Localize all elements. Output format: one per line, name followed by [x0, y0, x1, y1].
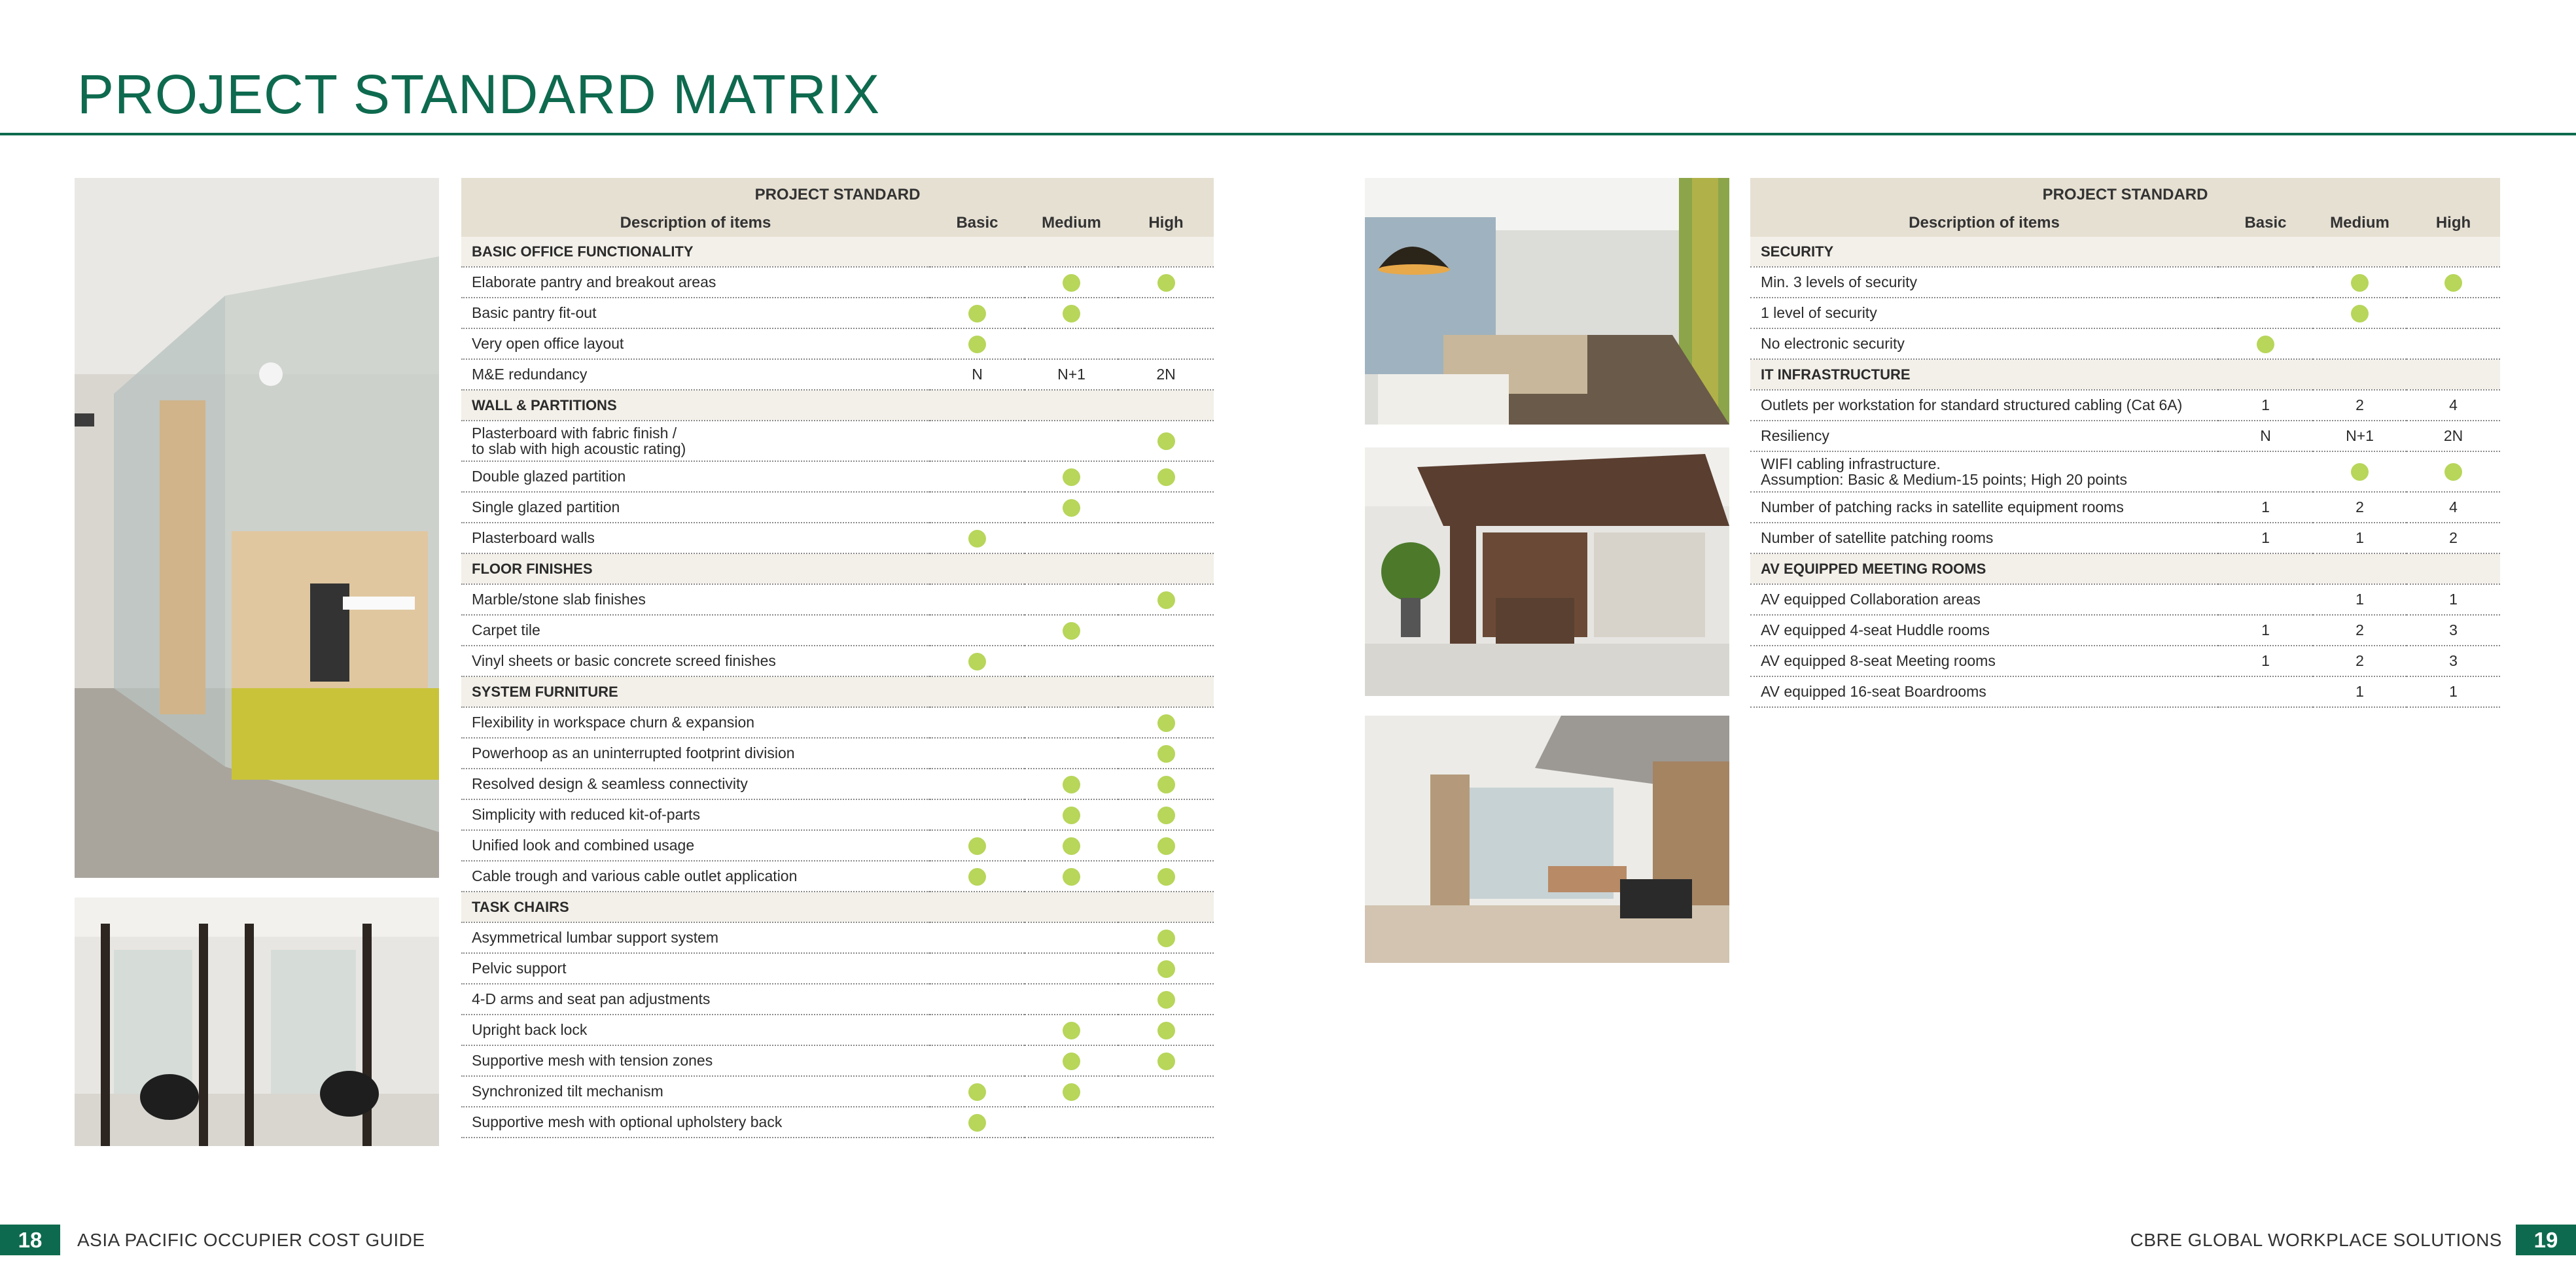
- included-dot-icon: [1063, 305, 1080, 322]
- basic-cell: [930, 1015, 1025, 1045]
- basic-cell: [930, 492, 1025, 523]
- description-cell: [1750, 298, 2218, 328]
- table-row: [1750, 523, 2500, 553]
- group-header: PROJECT STANDARD: [1750, 178, 2500, 209]
- basic-cell: [930, 421, 1025, 461]
- included-dot-icon: [1063, 837, 1080, 855]
- high-cell: [1118, 922, 1214, 953]
- page-number-right: 19: [2516, 1225, 2576, 1255]
- medium-cell: 2: [2313, 390, 2407, 421]
- high-cell: [1118, 799, 1214, 830]
- item-description: Asymmetrical lumbar support system: [472, 929, 719, 946]
- basic-cell: [930, 1076, 1025, 1107]
- included-dot-icon: [1157, 432, 1175, 450]
- item-description: Basic pantry fit-out: [472, 304, 597, 321]
- table-row: [461, 615, 1214, 646]
- included-dot-icon: [2351, 305, 2369, 322]
- medium-cell: [1025, 861, 1118, 892]
- page-title: PROJECT STANDARD MATRIX: [77, 63, 881, 125]
- section-header-row: [1750, 237, 2500, 267]
- basic-cell: [930, 267, 1025, 298]
- medium-cell: [1025, 799, 1118, 830]
- section-header-row: [461, 553, 1214, 584]
- basic-cell: [930, 799, 1025, 830]
- high-cell: 1: [2407, 676, 2500, 707]
- basic-cell: [930, 646, 1025, 676]
- basic-cell: [930, 1045, 1025, 1076]
- basic-cell: 1: [2218, 492, 2313, 523]
- item-description: Resiliency: [1761, 427, 1829, 444]
- column-header-description: Description of items: [461, 209, 930, 237]
- high-cell: [1118, 953, 1214, 984]
- high-cell: [1118, 328, 1214, 359]
- medium-cell: [1025, 461, 1118, 492]
- description-cell: [461, 615, 930, 646]
- basic-cell: [930, 523, 1025, 553]
- item-description: Synchronized tilt mechanism: [472, 1083, 663, 1100]
- description-cell: [461, 267, 930, 298]
- medium-cell: 2: [2313, 492, 2407, 523]
- description-cell: [461, 298, 930, 328]
- description-cell: [461, 861, 930, 892]
- description-cell: [1750, 451, 2218, 492]
- description-cell: [461, 584, 930, 615]
- basic-cell: [930, 1107, 1025, 1138]
- description-cell: [1750, 523, 2218, 553]
- basic-cell: [930, 738, 1025, 769]
- table-row: [461, 1015, 1214, 1045]
- high-cell: [1118, 1107, 1214, 1138]
- basic-cell: 1: [2218, 615, 2313, 646]
- included-dot-icon: [1157, 745, 1175, 763]
- medium-cell: [1025, 738, 1118, 769]
- item-description: Powerhoop as an uninterrupted footprint division: [472, 744, 795, 761]
- medium-cell: [1025, 298, 1118, 328]
- page-number-left: 18: [0, 1225, 60, 1255]
- included-dot-icon: [1063, 807, 1080, 824]
- table-row: [461, 359, 1214, 390]
- column-header-description: Description of items: [1750, 209, 2218, 237]
- item-description: AV equipped 8-seat Meeting rooms: [1761, 652, 1996, 669]
- basic-cell: [2218, 328, 2313, 359]
- medium-cell: [1025, 1076, 1118, 1107]
- item-description: M&E redundancy: [472, 366, 588, 383]
- high-cell: [1118, 1076, 1214, 1107]
- table-row: [1750, 676, 2500, 707]
- high-cell: [1118, 1045, 1214, 1076]
- basic-cell: [2218, 451, 2313, 492]
- section-title: IT INFRASTRUCTURE: [1750, 359, 2500, 390]
- table-row: [461, 922, 1214, 953]
- table-row: [461, 523, 1214, 553]
- high-cell: 1: [2407, 584, 2500, 615]
- high-cell: [2407, 298, 2500, 328]
- medium-cell: [1025, 769, 1118, 799]
- photo-pantry-seating: [1365, 178, 1729, 425]
- description-cell: [461, 830, 930, 861]
- high-cell: [1118, 830, 1214, 861]
- item-description: Cable trough and various cable outlet application: [472, 867, 798, 884]
- included-dot-icon: [2444, 274, 2462, 292]
- medium-cell: [1025, 922, 1118, 953]
- included-dot-icon: [1063, 499, 1080, 517]
- basic-cell: [930, 328, 1025, 359]
- description-cell: [461, 1107, 930, 1138]
- table-row: [461, 267, 1214, 298]
- item-description: Resolved design & seamless connectivity: [472, 775, 748, 792]
- basic-cell: [2218, 584, 2313, 615]
- table-row: [461, 1076, 1214, 1107]
- included-dot-icon: [1157, 714, 1175, 732]
- medium-cell: [1025, 953, 1118, 984]
- basic-cell: [930, 461, 1025, 492]
- basic-cell: [930, 615, 1025, 646]
- high-cell: [1118, 615, 1214, 646]
- photo-glass-booths: [75, 897, 439, 1146]
- medium-cell: [1025, 267, 1118, 298]
- section-header-row: [461, 676, 1214, 707]
- high-cell: [1118, 861, 1214, 892]
- item-description: Unified look and combined usage: [472, 837, 695, 854]
- table-row: [1750, 390, 2500, 421]
- basic-cell: [930, 707, 1025, 738]
- basic-cell: [930, 769, 1025, 799]
- section-header-row: [461, 237, 1214, 267]
- included-dot-icon: [1157, 807, 1175, 824]
- medium-cell: 1: [2313, 676, 2407, 707]
- item-description: WIFI cabling infrastructure. Assumption: Basic & Medium-15 points; High 20 points: [1761, 455, 2127, 488]
- high-cell: [1118, 738, 1214, 769]
- table-row: [461, 421, 1214, 461]
- title-divider: [0, 133, 2576, 135]
- high-cell: [1118, 267, 1214, 298]
- item-description: AV equipped 16-seat Boardrooms: [1761, 683, 1986, 700]
- included-dot-icon: [1157, 468, 1175, 486]
- item-description: Simplicity with reduced kit-of-parts: [472, 806, 700, 823]
- item-description: Upright back lock: [472, 1021, 588, 1038]
- medium-cell: 2: [2313, 646, 2407, 676]
- basic-cell: N: [930, 359, 1025, 390]
- included-dot-icon: [1063, 1083, 1080, 1101]
- medium-cell: 2: [2313, 615, 2407, 646]
- basic-cell: [930, 922, 1025, 953]
- table-row: [1750, 584, 2500, 615]
- project-standard-matrix-right: [1750, 178, 2500, 708]
- medium-cell: N+1: [1025, 359, 1118, 390]
- table-row: [461, 738, 1214, 769]
- description-cell: [1750, 584, 2218, 615]
- included-dot-icon: [2351, 274, 2369, 292]
- description-cell: [1750, 267, 2218, 298]
- description-cell: [461, 1045, 930, 1076]
- item-description: Elaborate pantry and breakout areas: [472, 273, 716, 290]
- basic-cell: [930, 861, 1025, 892]
- item-description: No electronic security: [1761, 335, 1905, 352]
- basic-cell: N: [2218, 421, 2313, 451]
- table-row: [461, 707, 1214, 738]
- medium-cell: [1025, 615, 1118, 646]
- high-cell: [1118, 1015, 1214, 1045]
- table-row: [1750, 267, 2500, 298]
- included-dot-icon: [1157, 837, 1175, 855]
- item-description: 1 level of security: [1761, 304, 1877, 321]
- item-description: Pelvic support: [472, 960, 567, 977]
- basic-cell: [2218, 267, 2313, 298]
- description-cell: [461, 646, 930, 676]
- description-cell: [1750, 646, 2218, 676]
- description-cell: [461, 769, 930, 799]
- medium-cell: [2313, 298, 2407, 328]
- item-description: Double glazed partition: [472, 468, 626, 485]
- high-cell: 2N: [2407, 421, 2500, 451]
- item-description: Plasterboard walls: [472, 529, 595, 546]
- description-cell: [461, 492, 930, 523]
- basic-cell: 1: [2218, 523, 2313, 553]
- high-cell: [1118, 707, 1214, 738]
- medium-cell: [2313, 267, 2407, 298]
- description-cell: [461, 738, 930, 769]
- table-row: [1750, 646, 2500, 676]
- high-cell: 2: [2407, 523, 2500, 553]
- high-cell: [1118, 461, 1214, 492]
- section-header-row: [461, 892, 1214, 922]
- medium-cell: [1025, 830, 1118, 861]
- description-cell: [461, 523, 930, 553]
- medium-cell: [2313, 328, 2407, 359]
- included-dot-icon: [1063, 622, 1080, 640]
- included-dot-icon: [1157, 1022, 1175, 1039]
- medium-cell: [1025, 1045, 1118, 1076]
- included-dot-icon: [968, 653, 986, 670]
- section-title: SECURITY: [1750, 237, 2500, 267]
- section-header-row: [461, 390, 1214, 421]
- table-row: [1750, 492, 2500, 523]
- table-row: [461, 799, 1214, 830]
- basic-cell: [930, 830, 1025, 861]
- table-row: [461, 492, 1214, 523]
- medium-cell: N+1: [2313, 421, 2407, 451]
- medium-cell: [1025, 584, 1118, 615]
- high-cell: [2407, 267, 2500, 298]
- item-description: Very open office layout: [472, 335, 624, 352]
- table-row: [1750, 615, 2500, 646]
- included-dot-icon: [968, 837, 986, 855]
- basic-cell: [930, 984, 1025, 1015]
- section-title: TASK CHAIRS: [461, 892, 1214, 922]
- high-cell: 3: [2407, 615, 2500, 646]
- included-dot-icon: [1063, 868, 1080, 886]
- description-cell: [461, 953, 930, 984]
- high-cell: [1118, 984, 1214, 1015]
- item-description: AV equipped 4-seat Huddle rooms: [1761, 621, 1990, 638]
- table-row: [461, 298, 1214, 328]
- medium-cell: [1025, 1107, 1118, 1138]
- column-header-high: High: [1118, 209, 1214, 237]
- photo-lounge: [1365, 716, 1729, 963]
- description-cell: [461, 1076, 930, 1107]
- description-cell: [461, 707, 930, 738]
- medium-cell: [1025, 421, 1118, 461]
- basic-cell: 1: [2218, 646, 2313, 676]
- medium-cell: [1025, 646, 1118, 676]
- high-cell: 2N: [1118, 359, 1214, 390]
- medium-cell: [1025, 492, 1118, 523]
- included-dot-icon: [1157, 930, 1175, 947]
- section-title: FLOOR FINISHES: [461, 553, 1214, 584]
- description-cell: [1750, 328, 2218, 359]
- basic-cell: [930, 298, 1025, 328]
- medium-cell: [2313, 451, 2407, 492]
- included-dot-icon: [968, 1083, 986, 1101]
- item-description: Single glazed partition: [472, 498, 620, 515]
- item-description: Number of satellite patching rooms: [1761, 529, 1994, 546]
- medium-cell: 1: [2313, 584, 2407, 615]
- included-dot-icon: [1157, 776, 1175, 793]
- description-cell: [461, 799, 930, 830]
- table-row: [461, 1045, 1214, 1076]
- medium-cell: [1025, 328, 1118, 359]
- item-description: Carpet tile: [472, 621, 540, 638]
- included-dot-icon: [1063, 274, 1080, 292]
- item-description: Min. 3 levels of security: [1761, 273, 1918, 290]
- high-cell: [1118, 584, 1214, 615]
- table-row: [1750, 421, 2500, 451]
- section-title: SYSTEM FURNITURE: [461, 676, 1214, 707]
- included-dot-icon: [968, 1114, 986, 1132]
- included-dot-icon: [1063, 776, 1080, 793]
- basic-cell: [930, 953, 1025, 984]
- table-row: [461, 830, 1214, 861]
- column-header-medium: Medium: [1025, 209, 1118, 237]
- section-header-row: [1750, 553, 2500, 584]
- item-description: Outlets per workstation for standard structured cabling (Cat 6A): [1761, 396, 2183, 413]
- included-dot-icon: [968, 336, 986, 353]
- description-cell: [461, 1015, 930, 1045]
- table-row: [461, 328, 1214, 359]
- medium-cell: [1025, 1015, 1118, 1045]
- description-cell: [461, 421, 930, 461]
- medium-cell: [1025, 707, 1118, 738]
- item-description: 4-D arms and seat pan adjustments: [472, 990, 711, 1007]
- medium-cell: [1025, 523, 1118, 553]
- included-dot-icon: [2351, 463, 2369, 481]
- item-description: Number of patching racks in satellite equipment rooms: [1761, 498, 2124, 515]
- description-cell: [1750, 676, 2218, 707]
- column-header-medium: Medium: [2313, 209, 2407, 237]
- section-title: AV EQUIPPED MEETING ROOMS: [1750, 553, 2500, 584]
- included-dot-icon: [1157, 1053, 1175, 1070]
- table-row: [461, 1107, 1214, 1138]
- included-dot-icon: [1063, 1053, 1080, 1070]
- table-row: [461, 984, 1214, 1015]
- item-description: Supportive mesh with tension zones: [472, 1052, 713, 1069]
- included-dot-icon: [1063, 468, 1080, 486]
- table-row: [1750, 451, 2500, 492]
- included-dot-icon: [2257, 336, 2274, 353]
- high-cell: [2407, 328, 2500, 359]
- included-dot-icon: [1157, 868, 1175, 886]
- section-header-row: [1750, 359, 2500, 390]
- basic-cell: [2218, 298, 2313, 328]
- table-row: [461, 584, 1214, 615]
- table-row: [1750, 328, 2500, 359]
- footer-company-name: CBRE GLOBAL WORKPLACE SOLUTIONS: [2130, 1230, 2502, 1250]
- included-dot-icon: [1063, 1022, 1080, 1039]
- description-cell: [461, 984, 930, 1015]
- column-header-basic: Basic: [930, 209, 1025, 237]
- item-description: Marble/stone slab finishes: [472, 591, 646, 608]
- table-row: [461, 461, 1214, 492]
- section-title: WALL & PARTITIONS: [461, 390, 1214, 421]
- table-row: [461, 646, 1214, 676]
- high-cell: [1118, 421, 1214, 461]
- description-cell: [461, 461, 930, 492]
- description-cell: [1750, 421, 2218, 451]
- medium-cell: 1: [2313, 523, 2407, 553]
- high-cell: [1118, 298, 1214, 328]
- included-dot-icon: [1157, 274, 1175, 292]
- basic-cell: [2218, 676, 2313, 707]
- included-dot-icon: [968, 530, 986, 548]
- included-dot-icon: [968, 305, 986, 322]
- table-row: [461, 769, 1214, 799]
- included-dot-icon: [1157, 991, 1175, 1009]
- description-cell: [1750, 615, 2218, 646]
- description-cell: [1750, 390, 2218, 421]
- description-cell: [1750, 492, 2218, 523]
- footer-publication-title: ASIA PACIFIC OCCUPIER COST GUIDE: [77, 1230, 425, 1250]
- description-cell: [461, 359, 930, 390]
- high-cell: 4: [2407, 492, 2500, 523]
- table-row: [1750, 298, 2500, 328]
- medium-cell: [1025, 984, 1118, 1015]
- group-header: PROJECT STANDARD: [461, 178, 1214, 209]
- description-cell: [461, 922, 930, 953]
- high-cell: [1118, 523, 1214, 553]
- item-description: Flexibility in workspace churn & expansion: [472, 714, 755, 731]
- high-cell: [2407, 451, 2500, 492]
- high-cell: [1118, 769, 1214, 799]
- section-title: BASIC OFFICE FUNCTIONALITY: [461, 237, 1214, 267]
- basic-cell: [930, 584, 1025, 615]
- item-description: Supportive mesh with optional upholstery back: [472, 1113, 783, 1130]
- item-description: AV equipped Collaboration areas: [1761, 591, 1981, 608]
- photo-glass-meeting-room: [75, 178, 439, 878]
- included-dot-icon: [968, 868, 986, 886]
- included-dot-icon: [2444, 463, 2462, 481]
- item-description: Plasterboard with fabric finish / to slab with high acoustic rating): [472, 425, 686, 457]
- item-description: Vinyl sheets or basic concrete screed finishes: [472, 652, 776, 669]
- column-header-basic: Basic: [2218, 209, 2313, 237]
- photo-reception: [1365, 447, 1729, 696]
- high-cell: 4: [2407, 390, 2500, 421]
- high-cell: [1118, 492, 1214, 523]
- table-row: [461, 953, 1214, 984]
- included-dot-icon: [1157, 591, 1175, 609]
- basic-cell: 1: [2218, 390, 2313, 421]
- table-row: [461, 861, 1214, 892]
- high-cell: 3: [2407, 646, 2500, 676]
- column-header-high: High: [2407, 209, 2500, 237]
- description-cell: [461, 328, 930, 359]
- high-cell: [1118, 646, 1214, 676]
- project-standard-matrix-left: [461, 178, 1214, 1138]
- included-dot-icon: [1157, 960, 1175, 978]
